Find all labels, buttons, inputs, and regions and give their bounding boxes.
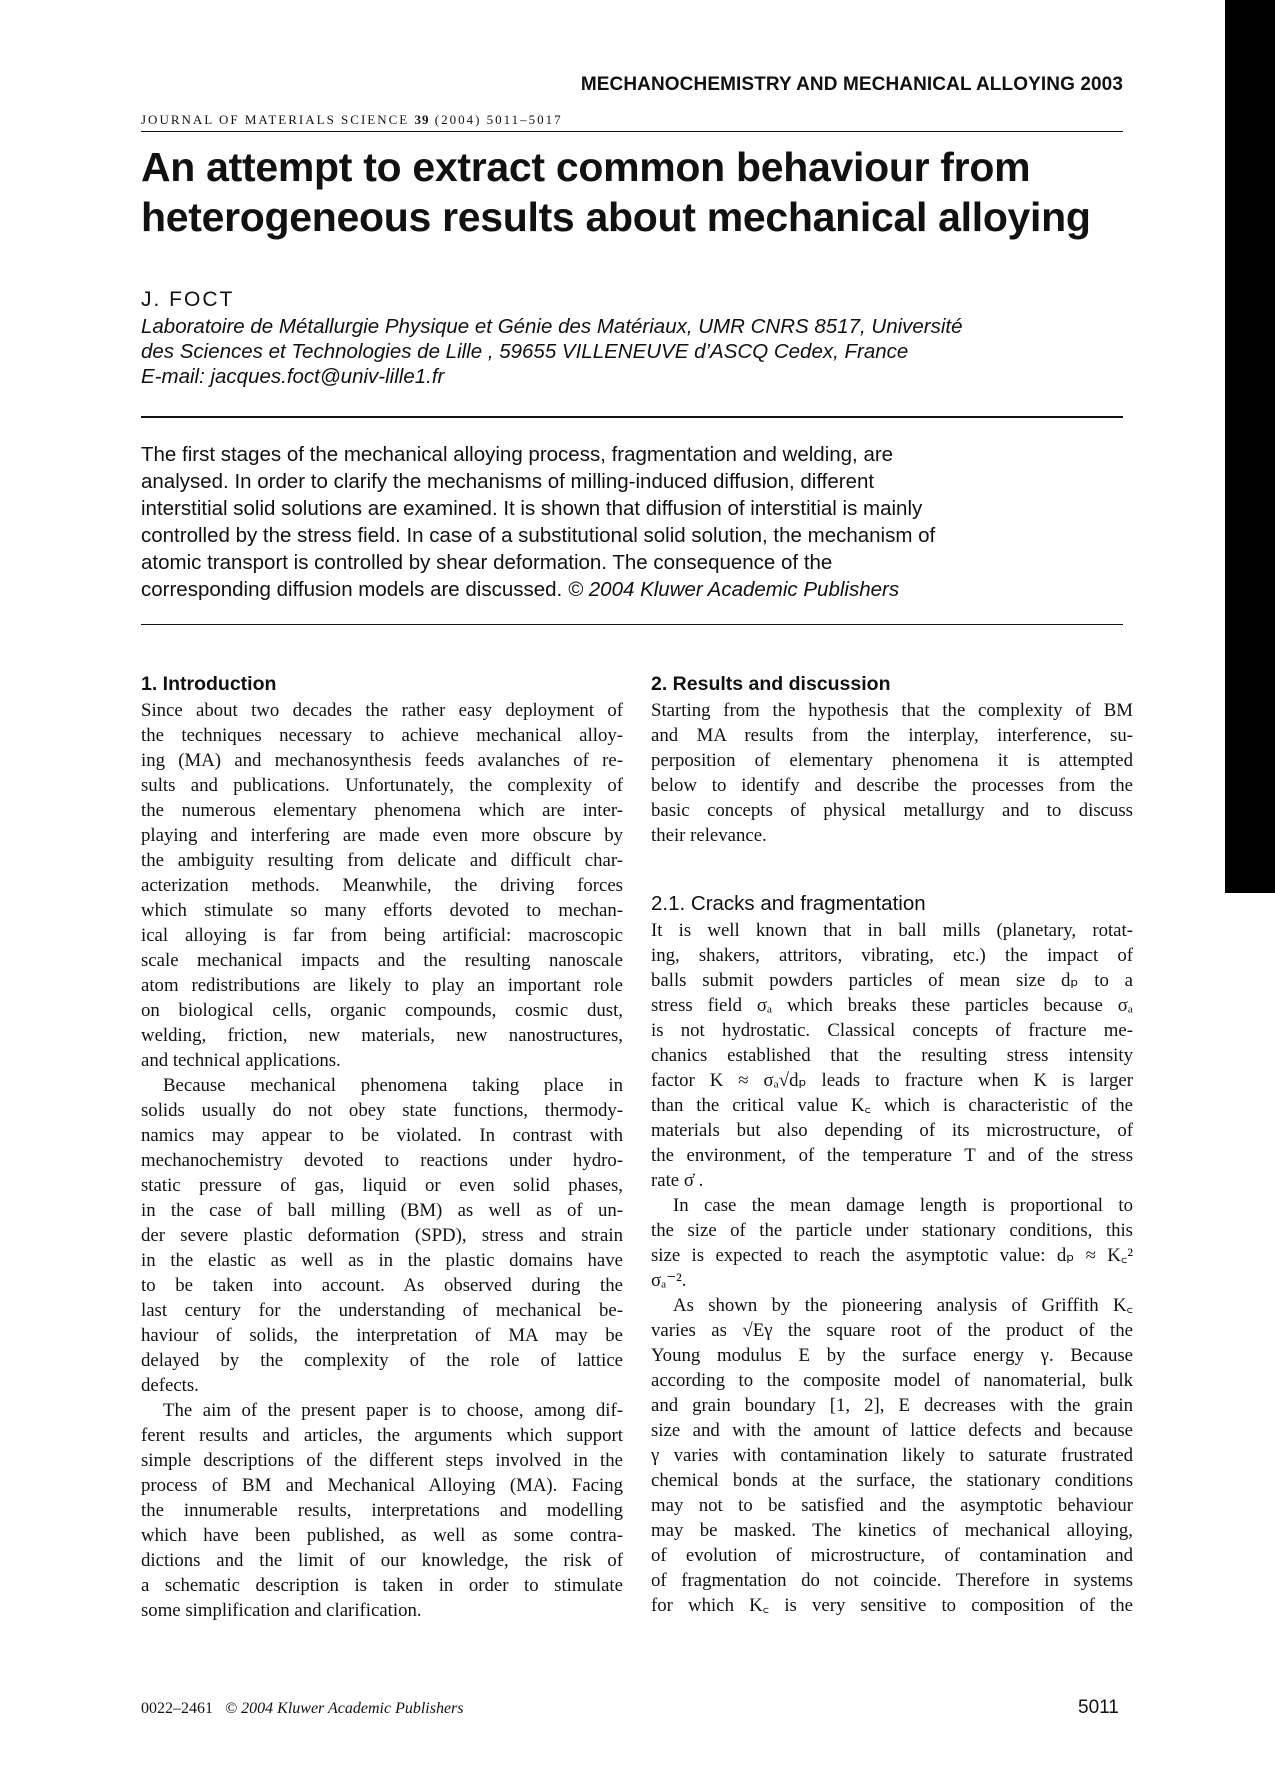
abstract-copyright: © 2004 Kluwer Academic Publishers [567, 578, 900, 601]
text-line: solids usually do not obey state functions, thermody- [141, 1100, 623, 1121]
text-line: sults and publications. Unfortunately, the complexity of [141, 775, 623, 796]
text-line: ing, shakers, attritors, vibrating, etc.) the impact of [651, 945, 1133, 966]
abstract-bottom-rule [141, 624, 1123, 625]
text-line: mechanochemistry devoted to reactions under hydro- [141, 1150, 623, 1171]
text-line: acterization methods. Meanwhile, the driving forces [141, 875, 623, 896]
section-spacer [651, 848, 1133, 890]
text-line: which have been published, as well as some contra- [141, 1525, 623, 1546]
affiliation-line: des Sciences et Technologies de Lille , 59655 VILLENEUVE d’ASCQ Cedex, France [141, 340, 909, 363]
title-line: heterogeneous results about mechanical alloying [141, 194, 1091, 240]
text-line: factor K ≈ σₐ√dₚ leads to fracture when K is larger [651, 1070, 1133, 1091]
text-line: in the case of ball milling (BM) as well as of un- [141, 1200, 623, 1221]
text-line: In case the mean damage length is proportional to [673, 1195, 1133, 1216]
title-line: An attempt to extract common behaviour from [141, 144, 1031, 190]
text-line: static pressure of gas, liquid or even solid phases, [141, 1175, 623, 1196]
abstract-line-last [141, 576, 935, 603]
text-line: scale mechanical impacts and the resulting nanoscale [141, 950, 623, 971]
text-line: which stimulate so many efforts devoted to mechan- [141, 900, 623, 921]
footer-issn: 0022–2461 [141, 1700, 213, 1717]
intro-paragraph-1 [141, 698, 623, 1073]
text-line: welding, friction, new materials, new nanostructures, [141, 1025, 623, 1046]
journal-name: JOURNAL OF MATERIALS SCIENCE [141, 112, 410, 127]
text-line: ical alloying is far from being artificial: macroscopic [141, 925, 623, 946]
email-line: E-mail: jacques.foct@univ-lille1.fr [141, 365, 445, 388]
abstract-line: controlled by the stress field. In case of a substitutional solid solution, the mechanism of [141, 524, 936, 547]
text-line: is not hydrostatic. Classical concepts of fracture me- [651, 1020, 1133, 1041]
abstract [141, 441, 935, 603]
text-line: according to the composite model of nanomaterial, bulk [651, 1370, 1133, 1391]
text-line: Because mechanical phenomena taking place in [163, 1075, 623, 1096]
text-line: and MA results from the interplay, interference, su- [651, 725, 1133, 746]
right-column [651, 670, 1133, 1618]
conference-series-header: MECHANOCHEMISTRY AND MECHANICAL ALLOYING 2003 [580, 74, 1123, 95]
text-line: and grain boundary [1, 2], E decreases with the grain [651, 1395, 1133, 1416]
black-side-tab [1225, 0, 1275, 893]
text-line: chemical bonds at the surface, the stationary conditions [651, 1470, 1133, 1491]
text-line: der severe plastic deformation (SPD), stress and strain [141, 1225, 623, 1246]
text-line: Starting from the hypothesis that the complexity of BM [651, 700, 1133, 721]
intro-paragraph-2 [141, 1073, 623, 1398]
footer-copyright: © 2004 Kluwer Academic Publishers [225, 1700, 464, 1717]
text-line: to be taken into account. As observed during the [141, 1275, 623, 1296]
text-line: process of BM and Mechanical Alloying (MA). Facing [141, 1475, 623, 1496]
text-line: in the elastic as well as in the plastic domains have [141, 1250, 623, 1271]
footer-issn-copyright [141, 1700, 464, 1718]
text-line: playing and interfering are made even more obscure by [141, 825, 623, 846]
abstract-last-text: corresponding diffusion models are discussed. [141, 578, 563, 601]
text-line: The aim of the present paper is to choose, among dif- [163, 1400, 623, 1421]
left-column [141, 670, 623, 1623]
text-line: ing (MA) and mechanosynthesis feeds avalanches of re- [141, 750, 623, 771]
journal-volume: 39 [414, 112, 430, 127]
text-line: namics may appear to be violated. In contrast with [141, 1125, 623, 1146]
text-line: of evolution of microstructure, of contamination and [651, 1545, 1133, 1566]
article-title [141, 142, 1141, 242]
text-line: ferent results and articles, the arguments which support [141, 1425, 623, 1446]
journal-citation [141, 112, 563, 128]
text-line: haviour of solids, the interpretation of MA may be [141, 1325, 623, 1346]
abstract-line: interstitial solid solutions are examined. It is shown that diffusion of interstitial is mainly [141, 497, 923, 520]
subsection-heading-cracks: 2.1. Cracks and fragmentation [651, 892, 926, 915]
text-line: the numerous elementary phenomena which are inter- [141, 800, 623, 821]
text-line: the size of the particle under stationary conditions, this [651, 1220, 1133, 1241]
section-heading-introduction: 1. Introduction [141, 673, 277, 695]
text-line: the environment, of the temperature T and of the stress [651, 1145, 1133, 1166]
page-number: 5011 [1078, 1697, 1119, 1718]
abstract-line: The first stages of the mechanical alloying process, fragmentation and welding, are [141, 443, 894, 466]
text-line: their relevance. [651, 825, 767, 846]
text-line: delayed by the complexity of the role of lattice [141, 1350, 623, 1371]
text-line: It is well known that in ball mills (planetary, rotat- [651, 920, 1133, 941]
section-heading-results: 2. Results and discussion [651, 673, 891, 695]
journal-year-pages: (2004) 5011–5017 [434, 112, 563, 127]
text-line: defects. [141, 1375, 199, 1396]
author-affiliation [141, 314, 963, 389]
text-line: of fragmentation do not coincide. Therefore in systems [651, 1570, 1133, 1591]
text-line: the ambiguity resulting from delicate and difficult char- [141, 850, 623, 871]
text-line: some simplification and clarification. [141, 1600, 422, 1621]
cracks-paragraph-3 [651, 1293, 1133, 1618]
text-line: for which K꜀ is very sensitive to composition of the [651, 1595, 1133, 1616]
text-line: below to identify and describe the processes from the [651, 775, 1133, 796]
text-line: dictions and the limit of our knowledge, the risk of [141, 1550, 623, 1571]
text-line: atom redistributions are likely to play an important role [141, 975, 623, 996]
text-line: on biological cells, organic compounds, cosmic dust, [141, 1000, 623, 1021]
results-paragraph-1 [651, 698, 1133, 848]
text-line: stress field σₐ which breaks these particles because σₐ [651, 995, 1133, 1016]
cracks-paragraph-1 [651, 918, 1133, 1193]
text-line: last century for the understanding of mechanical be- [141, 1300, 623, 1321]
cracks-paragraph-2 [651, 1193, 1133, 1293]
text-line: σₐ⁻². [651, 1270, 687, 1291]
abstract-line: analysed. In order to clarify the mechanisms of milling-induced diffusion, different [141, 470, 875, 493]
affiliation-line: Laboratoire de Métallurgie Physique et Génie des Matériaux, UMR CNRS 8517, Université [141, 315, 963, 338]
text-line: simple descriptions of the different steps involved in the [141, 1450, 623, 1471]
text-line: varies as √Eγ the square root of the product of the [651, 1320, 1133, 1341]
text-line: may not to be satisfied and the asymptotic behaviour [651, 1495, 1133, 1516]
text-line: and technical applications. [141, 1050, 341, 1071]
text-line: Since about two decades the rather easy deployment of [141, 700, 623, 721]
header-rule [141, 131, 1123, 132]
text-line: Young modulus E by the surface energy γ. Because [651, 1345, 1133, 1366]
text-line: rate σ̇ . [651, 1170, 704, 1191]
author-name: J. FOCT [141, 288, 235, 311]
abstract-line: atomic transport is controlled by shear deformation. The consequence of the [141, 551, 833, 574]
text-line: As shown by the pioneering analysis of Griffith K꜀ [673, 1295, 1133, 1316]
text-line: may be masked. The kinetics of mechanical alloying, [651, 1520, 1133, 1541]
intro-paragraph-3 [141, 1398, 623, 1623]
text-line: γ varies with contamination likely to saturate frustrated [651, 1445, 1133, 1466]
abstract-top-rule [141, 416, 1123, 418]
text-line: a schematic description is taken in order to stimulate [141, 1575, 623, 1596]
text-line: size is expected to reach the asymptotic value: dₚ ≈ K꜀² [651, 1245, 1133, 1266]
text-line: materials but also depending of its microstructure, of [651, 1120, 1133, 1141]
text-line: size and with the amount of lattice defects and because [651, 1420, 1133, 1441]
text-line: perposition of elementary phenomena it is attempted [651, 750, 1133, 771]
text-line: chanics established that the resulting stress intensity [651, 1045, 1133, 1066]
text-line: the techniques necessary to achieve mechanical alloy- [141, 725, 623, 746]
text-line: basic concepts of physical metallurgy and to discuss [651, 800, 1133, 821]
text-line: the innumerable results, interpretations and modelling [141, 1500, 623, 1521]
text-line: than the critical value K꜀ which is characteristic of the [651, 1095, 1133, 1116]
text-line: balls submit powders particles of mean size dₚ to a [651, 970, 1133, 991]
